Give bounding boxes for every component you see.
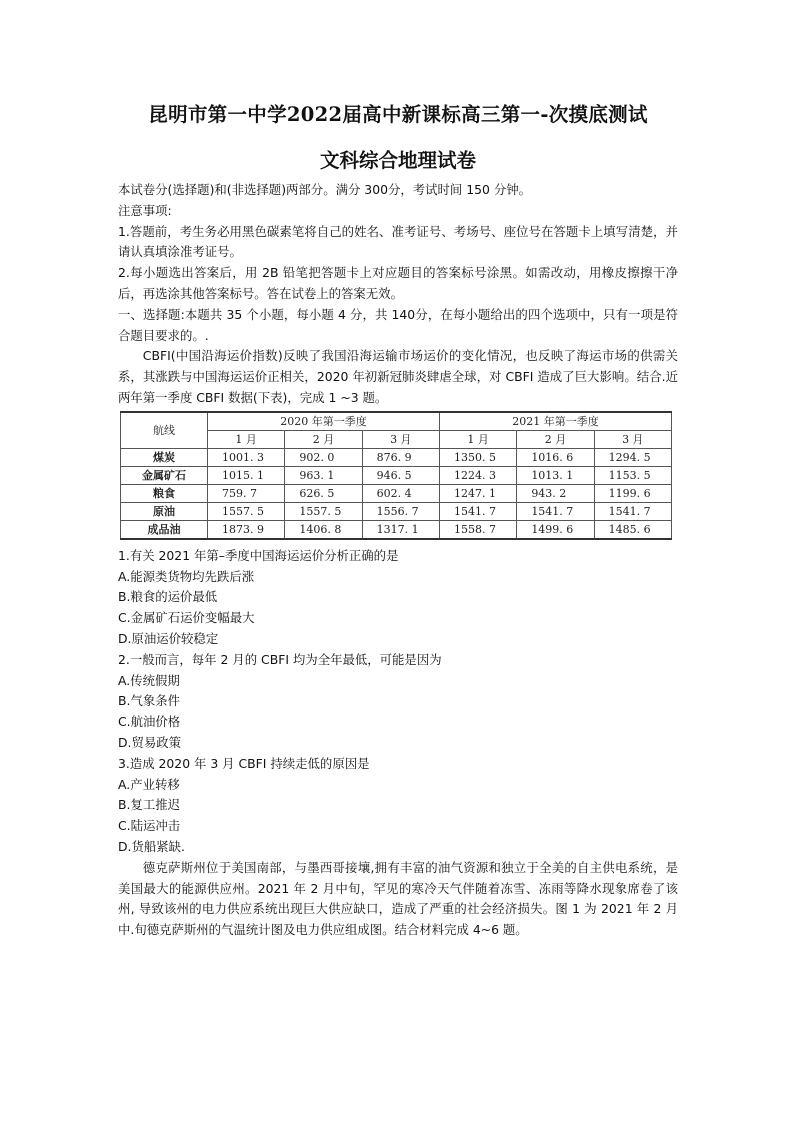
table-cell: 1317. 1: [362, 520, 439, 539]
table-cell: 602. 4: [362, 484, 439, 502]
table-cell: 759. 7: [208, 484, 285, 502]
row-label: 成品油: [121, 520, 208, 539]
table-cell: 1873. 9: [208, 520, 285, 539]
question-option: B.粮食的运价最低: [118, 589, 218, 605]
table-cell: 1294. 5: [594, 448, 671, 466]
question-option: D.货船紧缺.: [118, 838, 185, 854]
question-option: C.金属矿石运价变幅最大: [118, 610, 255, 626]
question-option: D.原油运价较稳定: [118, 630, 219, 646]
table-cell: 1541. 7: [594, 502, 671, 520]
table-header-row: [121, 412, 672, 431]
table-cell: 1013. 1: [517, 466, 594, 484]
table-cell: 1558. 7: [439, 520, 516, 539]
table-row: [121, 520, 672, 539]
question-3: [118, 754, 678, 858]
table-cell: 963. 1: [285, 466, 362, 484]
table-cell: 1199. 6: [594, 484, 671, 502]
table-cell: 1557. 5: [208, 502, 285, 520]
table-corner: 航线: [121, 412, 208, 449]
question-option: A.产业转移: [118, 776, 180, 792]
table-group-2021: 2021 年第一季度: [439, 412, 671, 431]
notice-heading: 注意事项:: [118, 202, 172, 218]
question-option: C.航油价格: [118, 714, 181, 730]
question-option: D.贸易政策: [118, 734, 182, 750]
passage-texas: 德克萨斯州位于美国南部，与墨西哥接壤,拥有丰富的油气资源和独立于全美的自主供电系统，是美国最大的能源供应州。2021 年 2 月中旬，罕见的寒冷天气伴随着冻雪、冻雨等降水现象席卷了该州, 导致该州的电力供应系统出现巨大供应缺口，造成了严重的社会经济损失。图 1 为 2021 年 2 月中.旬德克萨斯州的气温统计图及电力供应组成图。结合材料完成 4~6 题。: [118, 859, 678, 938]
question-stem: 1.有关 2021 年第–季度中国海运运价分析正确的是: [118, 547, 399, 563]
table-cell: 1224. 3: [439, 466, 516, 484]
question-option: C.陆运冲击: [118, 818, 181, 834]
table-month: 3 月: [362, 430, 439, 448]
table-cell: 1015. 1: [208, 466, 285, 484]
row-label: 金属矿石: [121, 466, 208, 484]
table-cell: 902. 0: [285, 448, 362, 466]
question-stem: 2.一般而言，每年 2 月的 CBFI 均为全年最低，可能是因为: [118, 651, 442, 667]
table-cell: 1541. 7: [517, 502, 594, 520]
question-1: [118, 546, 678, 650]
table-cell: 943. 2: [517, 484, 594, 502]
table-row: [121, 466, 672, 484]
question-option: A.传统假期: [118, 672, 180, 688]
intro-line: 本试卷分(选择题)和(非选择题)两部分。满分 300分，考试时间 150 分钟。: [118, 182, 531, 197]
row-label: 原油: [121, 502, 208, 520]
cbfi-table: [120, 411, 672, 540]
question-option: B.气象条件: [118, 693, 181, 709]
table-cell: 1485. 6: [594, 520, 671, 539]
question-option: A.能源类货物均先跌后涨: [118, 568, 255, 584]
table-cell: 1556. 7: [362, 502, 439, 520]
table-cell: 1016. 6: [517, 448, 594, 466]
table-group-2020: 2020 年第一季度: [208, 412, 440, 431]
table-cell: 1001. 3: [208, 448, 285, 466]
table-cell: 876. 9: [362, 448, 439, 466]
table-month: 2 月: [517, 430, 594, 448]
exam-page: [118, 100, 678, 941]
table-row: [121, 448, 672, 466]
table-month: 2 月: [285, 430, 362, 448]
table-month: 1 月: [439, 430, 516, 448]
table-month: 3 月: [594, 430, 671, 448]
passage-cbfi: CBFI(中国沿海运价指数)反映了我国沿海运输市场运价的变化情况，也反映了海运市场的供需关系，其涨跌与中国海运运价正相关，2020 年初新冠肺炎肆虐全球，对 CBFI 造成了巨大影响。结合.近两年第一季度 CBFI 数据(下表)，完成 1 ~3 题。: [118, 348, 678, 405]
table-row: [121, 502, 672, 520]
section-instructions: 一、选择题:本题共 35 个小题，每小题 4 分，共 140分，在每小题给出的四个选项中，只有一项是符合题目要求的。.: [118, 306, 678, 343]
question-2: [118, 650, 678, 754]
question-option: B.复工推迟: [118, 797, 181, 813]
row-label: 煤炭: [121, 448, 208, 466]
table-cell: 1247. 1: [439, 484, 516, 502]
table-cell: 1406. 8: [285, 520, 362, 539]
row-label: 粮食: [121, 484, 208, 502]
exam-subtitle: 文科综合地理试卷: [319, 149, 476, 172]
table-cell: 1557. 5: [285, 502, 362, 520]
table-row: [121, 484, 672, 502]
table-cell: 626. 5: [285, 484, 362, 502]
table-cell: 1153. 5: [594, 466, 671, 484]
notice-item-2: 2.每小题选出答案后，用 2B 铅笔把答题卡上对应题目的答案标号涂黑。如需改动，用橡皮擦擦干净后，再选涂其他答案标号。答在试卷上的答案无效。: [118, 265, 678, 301]
table-cell: 1541. 7: [439, 502, 516, 520]
table-cell: 946. 5: [362, 466, 439, 484]
table-cell: 1499. 6: [517, 520, 594, 539]
exam-title: 昆明市第一中学2022届高中新课标高三第一-次摸底测试: [148, 103, 648, 126]
question-stem: 3.造成 2020 年 3 月 CBFI 持续走低的原因是: [118, 755, 370, 771]
notice-item-1: 1.答题前，考生务必用黑色碳素笔将自己的姓名、准考证号、考场号、座位号在答题卡上填写清楚，并请认真填涂准考证号。: [118, 223, 678, 260]
table-month: 1 月: [208, 430, 285, 448]
cbfi-table-wrapper: [120, 411, 672, 540]
table-cell: 1350. 5: [439, 448, 516, 466]
